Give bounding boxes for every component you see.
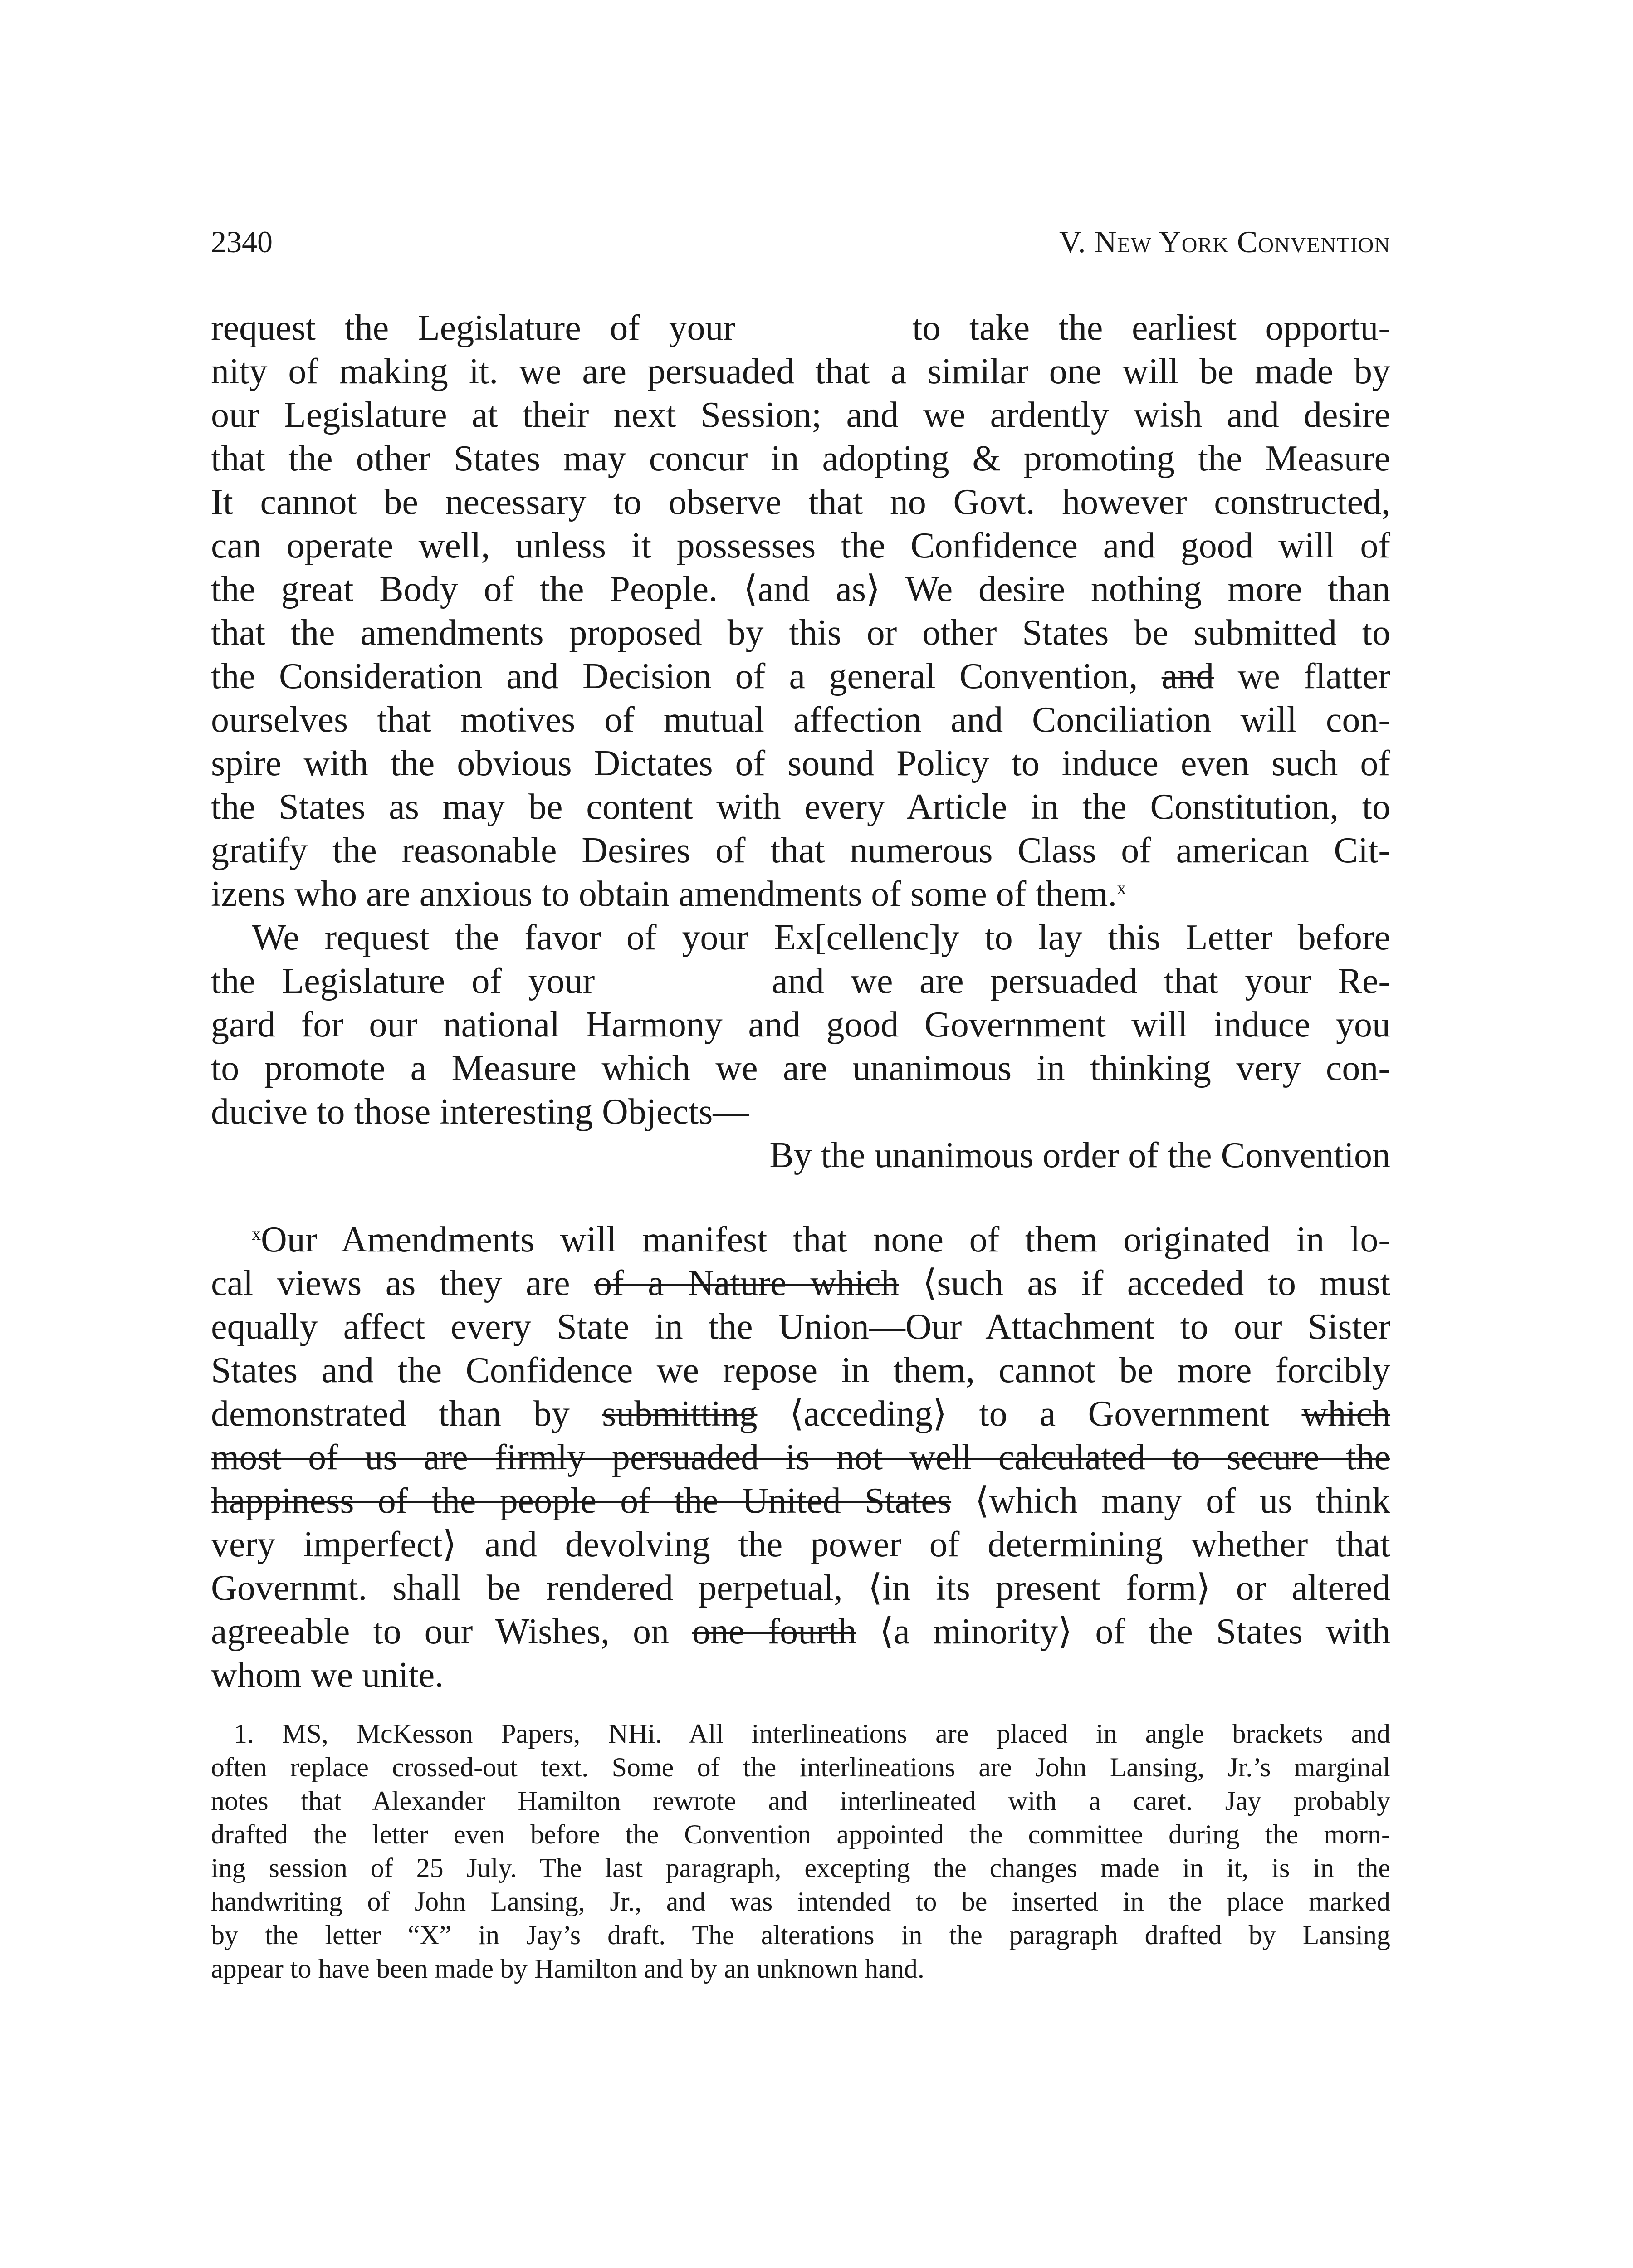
footnote-line: appear to have been made by Hamilton and by an unknown hand.	[211, 1954, 924, 1984]
insertion-mark: x	[252, 1223, 261, 1244]
section-title: V. New York Convention	[1059, 225, 1390, 259]
text-line: request the Legislature of your to take the earliest opportu-	[211, 308, 1390, 348]
insertion-mark: x	[1117, 878, 1126, 898]
text-line: very imperfect⟩ and devolving the power of determining whether that	[211, 1525, 1390, 1564]
text-line: equally affect every State in the Union—Our Attachment to our Sister	[211, 1307, 1390, 1347]
text-line: whom we unite.	[211, 1655, 444, 1695]
text-line: ducive to those interesting Objects—	[211, 1092, 749, 1132]
text-line: cal views as they are of a Nature which ⟨such as if acceded to must	[211, 1263, 1391, 1303]
text-line: It cannot be necessary to observe that no Govt. however constructed,	[211, 482, 1390, 522]
struck-text: one fourth	[692, 1612, 857, 1652]
main-letter-text	[211, 306, 1390, 1177]
text-line: nity of making it. we are persuaded that a similar one will be made by	[211, 352, 1390, 391]
struck-text: submitting	[602, 1394, 758, 1434]
footnote-line: handwriting of John Lansing, Jr., and was intended to be inserted in the place marked	[211, 1887, 1390, 1916]
footnote-line: drafted the letter even before the Convention appointed the committee during the morn-	[211, 1819, 1390, 1849]
lansing-insert	[211, 1218, 1390, 1697]
struck-text: happiness of the people of the United States	[211, 1481, 952, 1521]
text-line: happiness of the people of the United States ⟨which many of us think	[211, 1481, 1391, 1521]
page-number: 2340	[211, 225, 273, 259]
text-line: spire with the obvious Dictates of sound Policy to induce even such of	[211, 743, 1390, 783]
text-line	[211, 1436, 1390, 1479]
text-line: States and the Confidence we repose in them, cannot be more forcibly	[211, 1350, 1390, 1390]
footnote	[211, 1717, 1390, 1985]
text-line: can operate well, unless it possesses the Confidence and good will of	[211, 526, 1390, 566]
text-line: that the other States may concur in adopting & promoting the Measure	[211, 439, 1390, 479]
footnote-line: 1. MS, McKesson Papers, NHi. All interlineations are placed in angle brackets and	[234, 1719, 1390, 1749]
text-line: gratify the reasonable Desires of that numerous Class of american Cit-	[211, 831, 1390, 870]
footnote-line: often replace crossed-out text. Some of the interlineations are John Lansing, Jr.’s marginal	[211, 1752, 1390, 1782]
text-line: the States as may be content with every Article in the Constitution, to	[211, 787, 1390, 827]
text-line: the Legislature of your and we are persuaded that your Re-	[211, 961, 1391, 1001]
footnote-line: by the letter “X” in Jay’s draft. The alterations in the paragraph drafted by Lansing	[211, 1920, 1390, 1950]
text-line: We request the favor of your Ex[cellenc]y to lay this Letter before	[252, 918, 1390, 958]
text-line: ourselves that motives of mutual affection and Conciliation will con-	[211, 700, 1390, 740]
closing-line: By the unanimous order of the Convention	[769, 1135, 1390, 1175]
text-line: that the amendments proposed by this or other States be submitted to	[211, 613, 1390, 653]
struck-text: most of us are firmly persuaded is not well calculated to secure the	[211, 1437, 1390, 1477]
text-line: the great Body of the People. ⟨and as⟩ We desire nothing more than	[211, 569, 1390, 609]
struck-text: and	[1161, 656, 1214, 696]
running-head	[211, 221, 1390, 262]
text-line: izens who are anxious to obtain amendments of some of them.$^x$	[211, 874, 1126, 914]
text-line: gard for our national Harmony and good Government will induce you	[211, 1005, 1390, 1045]
footnote-line: ing session of 25 July. The last paragraph, excepting the changes made in it, is in the	[211, 1853, 1390, 1883]
text-line: the Consideration and Decision of a general Convention, and we flatter	[211, 656, 1391, 696]
struck-text: which	[1301, 1394, 1391, 1434]
text-line: agreeable to our Wishes, on one fourth ⟨a minority⟩ of the States with	[211, 1612, 1391, 1652]
text-line: $^x$Our Amendments will manifest that none of them originated in lo-	[252, 1220, 1390, 1260]
text-line: Governmt. shall be rendered perpetual, ⟨in its present form⟩ or altered	[211, 1568, 1390, 1608]
text-line: to promote a Measure which we are unanimous in thinking very con-	[211, 1048, 1390, 1088]
struck-text: of a Nature which	[594, 1263, 899, 1303]
text-line: our Legislature at their next Session; and we ardently wish and desire	[211, 395, 1390, 435]
footnote-line: notes that Alexander Hamilton rewrote and interlineated with a caret. Jay probably	[211, 1786, 1390, 1816]
text-line: demonstrated than by submitting ⟨acceding⟩ to a Government which	[211, 1394, 1391, 1434]
